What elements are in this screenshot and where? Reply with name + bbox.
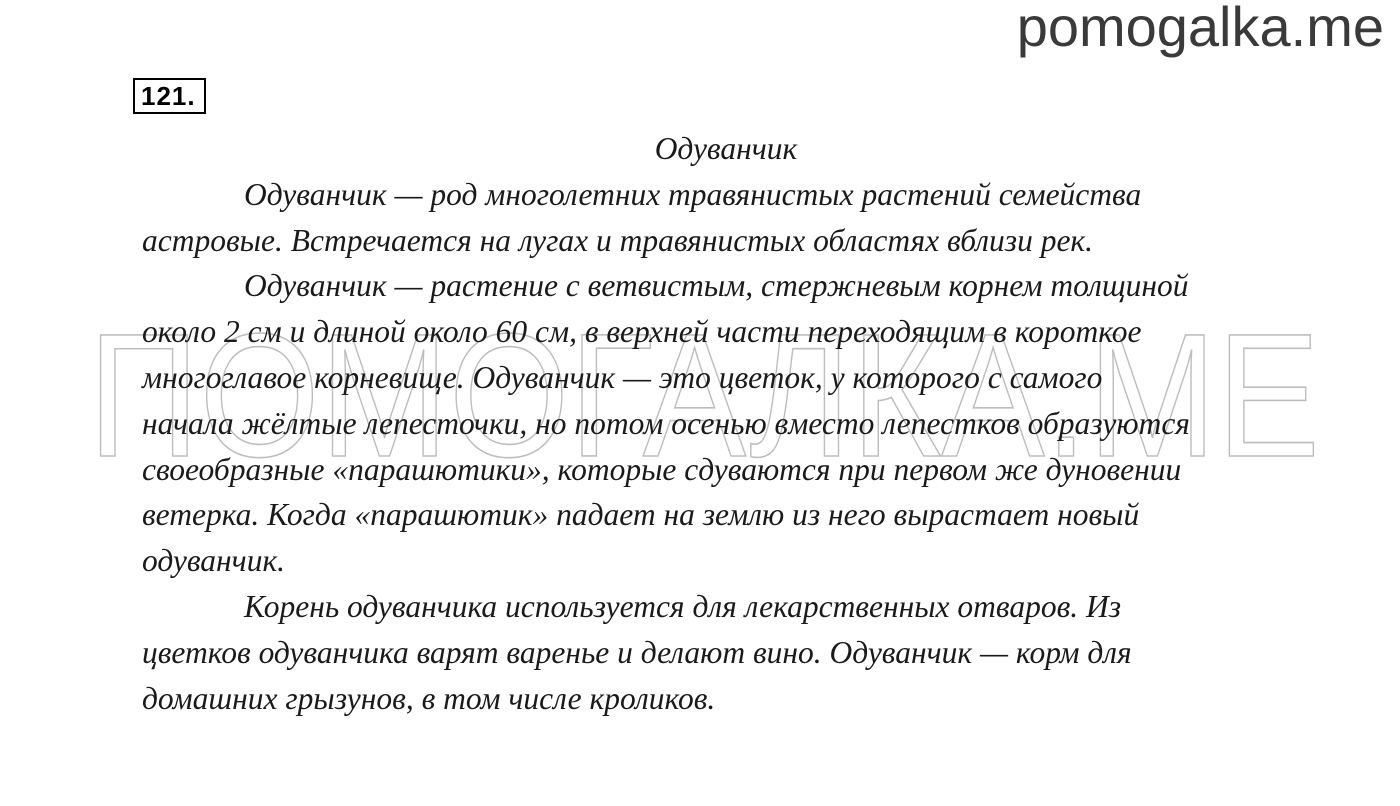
text-line: домашних грызунов, в том числе кроликов. bbox=[142, 680, 716, 716]
text-line: Одуванчик — растение с ветвистым, стержневым корнем толщиной bbox=[244, 268, 1189, 304]
text-line: многоглавое корневище. Одуванчик — это цветок, у которого с самого bbox=[142, 359, 1103, 395]
exercise-text bbox=[142, 126, 1302, 721]
text-line: одуванчик. bbox=[142, 543, 286, 579]
text-line: начала жёлтые лепесточки, но потом осенью вместо лепестков образуются bbox=[142, 405, 1190, 441]
site-logo: pomogalka.me bbox=[1016, 0, 1384, 58]
exercise-number: 121. bbox=[133, 78, 206, 114]
text-line: своеобразные «парашютики», которые сдуваются при первом же дуновении bbox=[142, 451, 1182, 487]
paragraph-1 bbox=[142, 172, 1302, 264]
text-line: Корень одуванчика используется для лекарственных отваров. Из bbox=[244, 588, 1122, 624]
text-line: около 2 см и длиной около 60 см, в верхней части переходящим в короткое bbox=[142, 314, 1142, 350]
text-line: астровые. Встречается на лугах и травянистых областях вблизи рек. bbox=[142, 222, 1094, 258]
paragraph-2 bbox=[142, 263, 1302, 584]
text-line: Одуванчик — род многолетних травянистых растений семейства bbox=[244, 176, 1142, 212]
paragraph-3 bbox=[142, 584, 1302, 721]
text-line: цветков одуванчика варят варенье и делают вино. Одуванчик — корм для bbox=[142, 634, 1132, 670]
watermark-text: ПОМОГАЛКА.МЕ bbox=[88, 306, 1320, 476]
text-title: Одуванчик bbox=[654, 131, 798, 166]
text-line: ветерка. Когда «парашютик» падает на землю из него вырастает новый bbox=[142, 497, 1140, 533]
